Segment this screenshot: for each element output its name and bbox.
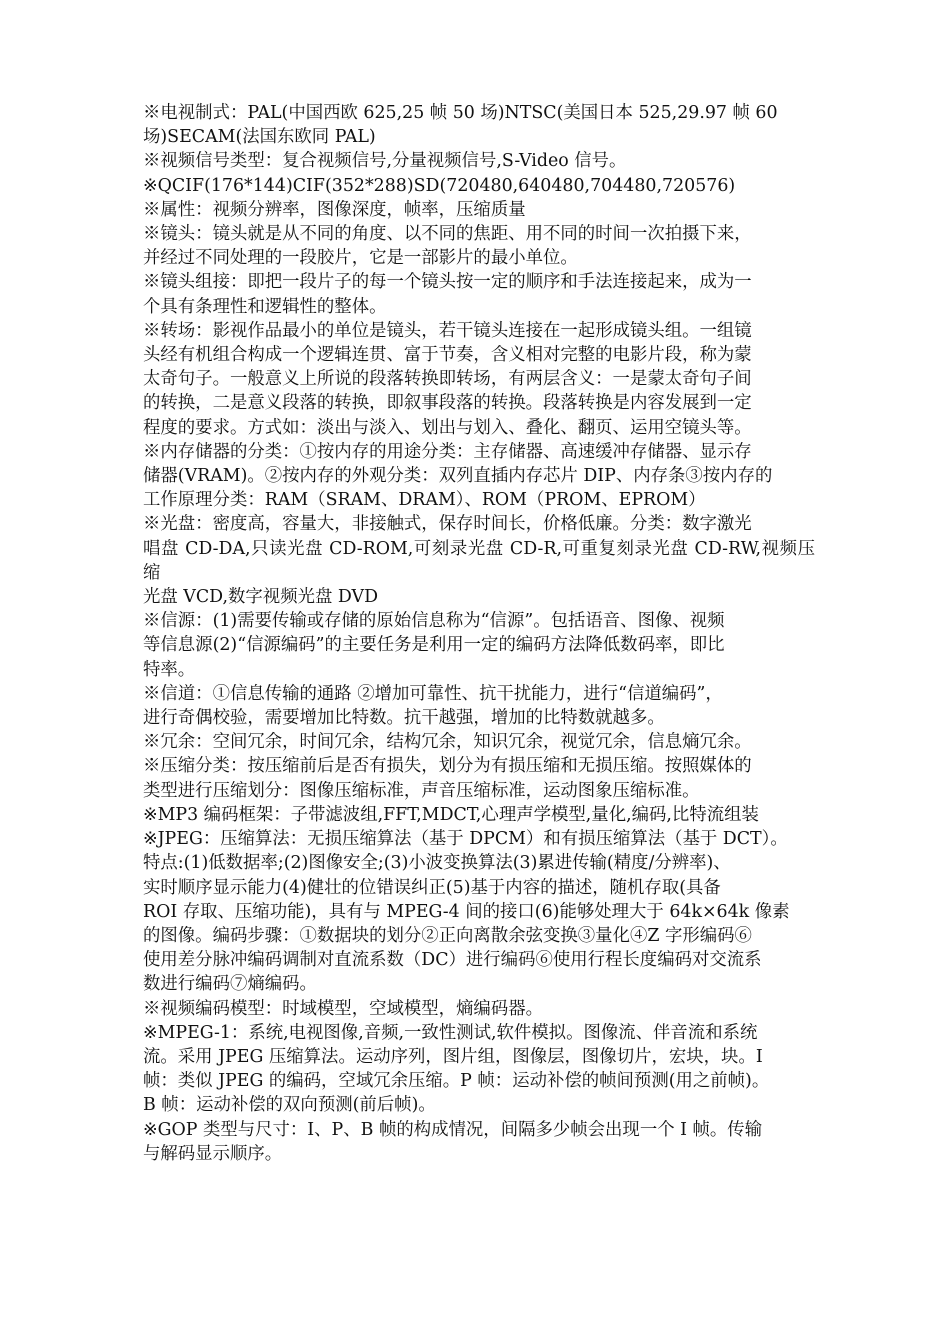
jpeg-paragraph: ※JPEG：压缩算法：无损压缩算法（基于 DPCM）和有损压缩算法（基于 DCT）。 特点:(1)低数据率;(2)图像安全;(3)小波变换算法(3)累进传输(精度/分辨率)、 实时顺序显示能力(4)健壮的位错误纠正(5)基于内容的描述，随机存取(具备 ROI 存取、压缩功能)，具有与 MPEG-4 间的接口(6)能够处理大于 64k×64k 像素 的图像。编码步骤：①数据块的划分②正向离散余弦变换③量化④Z 字形编码⑥ 使用差分脉冲编码调制对直流系数（DC）进行编码⑥使用行程长度编码对交流系 数进行编码⑦熵编码。 xyxy=(143,829,790,995)
resolution-formats-paragraph: ※QCIF(176*144)CIF(352*288)SD(720480,640480,704480,720576) xyxy=(143,175,736,196)
mpeg1-paragraph: ※MPEG-1：系统,电视图像,音频,一致性测试,软件模拟。图像流、伴音流和系统 流。采用 JPEG 压缩算法。运动序列，图片组，图像层，图像切片，宏块，块。I 帧：类似 JPEG 的编码，空域冗余压缩。P 帧：运动补偿的帧间预测(用之前帧)。 B 帧：运动补偿的双向预测(前后帧)。 xyxy=(143,1022,770,1116)
document-body xyxy=(143,101,815,1166)
tv-standards-paragraph: ※电视制式：PAL(中国西欧 625,25 帧 50 场)NTSC(美国日本 525,29.97 帧 60 场)SECAM(法国东欧同 PAL) xyxy=(143,103,778,148)
optical-disc-paragraph: ※光盘：密度高，容量大，非接触式，保存时间长，价格低廉。分类：数字激光 唱盘 CD-DA,只读光盘 CD-ROM,可刻录光盘 CD-R,可重复刻录光盘 CD-RW,视频压缩 光盘 VCD,数字视频光盘 DVD xyxy=(143,514,815,608)
mp3-framework-paragraph: ※MP3 编码框架：子带滤波组,FFT,MDCT,心理声学模型,量化,编码,比特流组装 xyxy=(143,804,759,825)
redundancy-paragraph: ※冗余：空间冗余，时间冗余，结构冗余，知识冗余，视觉冗余，信息熵冗余。 xyxy=(143,732,752,753)
compression-types-paragraph: ※压缩分类：按压缩前后是否有损失，划分为有损压缩和无损压缩。按照媒体的 类型进行压缩划分：图像压缩标准，声音压缩标准，运动图象压缩标准。 xyxy=(143,756,752,801)
shot-editing-paragraph: ※镜头组接：即把一段片子的每一个镜头按一定的顺序和手法连接起来，成为一 个具有条理性和逻辑性的整体。 xyxy=(143,272,752,317)
channel-paragraph: ※信道：①信息传输的通路 ②增加可靠性、抗干扰能力，进行“信道编码”， 进行奇偶校验，需要增加比特数。抗干越强，增加的比特数就越多。 xyxy=(143,683,723,729)
transition-paragraph: ※转场：影视作品最小的单位是镜头，若干镜头连接在一起形成镜头组。一组镜 头经有机组合构成一个逻辑连贯、富于节奏，含义相对完整的电影片段，称为蒙 太奇句子。一般意义上所说的段落转换即转场，有两层含义：一是蒙太奇句子间 的转换，二是意义段落的转换，即叙事段落的转换。段落转换是内容发展到一定 程度的要求。方式如：淡出与淡入、划出与划入、叠化、翻页、运用空镜头等。 xyxy=(143,320,752,438)
internal-memory-paragraph: ※内存储器的分类：①按内存的用途分类：主存储器、高速缓冲存储器、显示存 储器(VRAM)。②按内存的外观分类：双列直插内存芯片 DIP、内存条③按内存的 工作原理分类：RAM（SRAM、DRAM）、ROM（PROM、EPROM） xyxy=(143,441,773,511)
video-signal-types-paragraph: ※视频信号类型：复合视频信号,分量视频信号,S-Video 信号。 xyxy=(143,151,627,172)
information-source-paragraph: ※信源：(1)需要传输或存储的原始信息称为“信源”。包括语音、图像、视频 等信息源(2)“信源编码”的主要任务是利用一定的编码方法降低数码率，即比 特率。 xyxy=(143,611,725,680)
shot-definition-paragraph: ※镜头：镜头就是从不同的角度、以不同的焦距、用不同的时间一次拍摄下来， 并经过不同处理的一段胶片，它是一部影片的最小单位。 xyxy=(143,224,752,269)
video-attributes-paragraph: ※属性：视频分辨率，图像深度，帧率，压缩质量 xyxy=(143,199,526,220)
gop-paragraph: ※GOP 类型与尺寸：I、P、B 帧的构成情况，间隔多少帧会出现一个 I 帧。传输 与解码显示顺序。 xyxy=(143,1119,763,1164)
video-coding-model-paragraph: ※视频编码模型：时域模型，空域模型，熵编码器。 xyxy=(143,998,543,1019)
